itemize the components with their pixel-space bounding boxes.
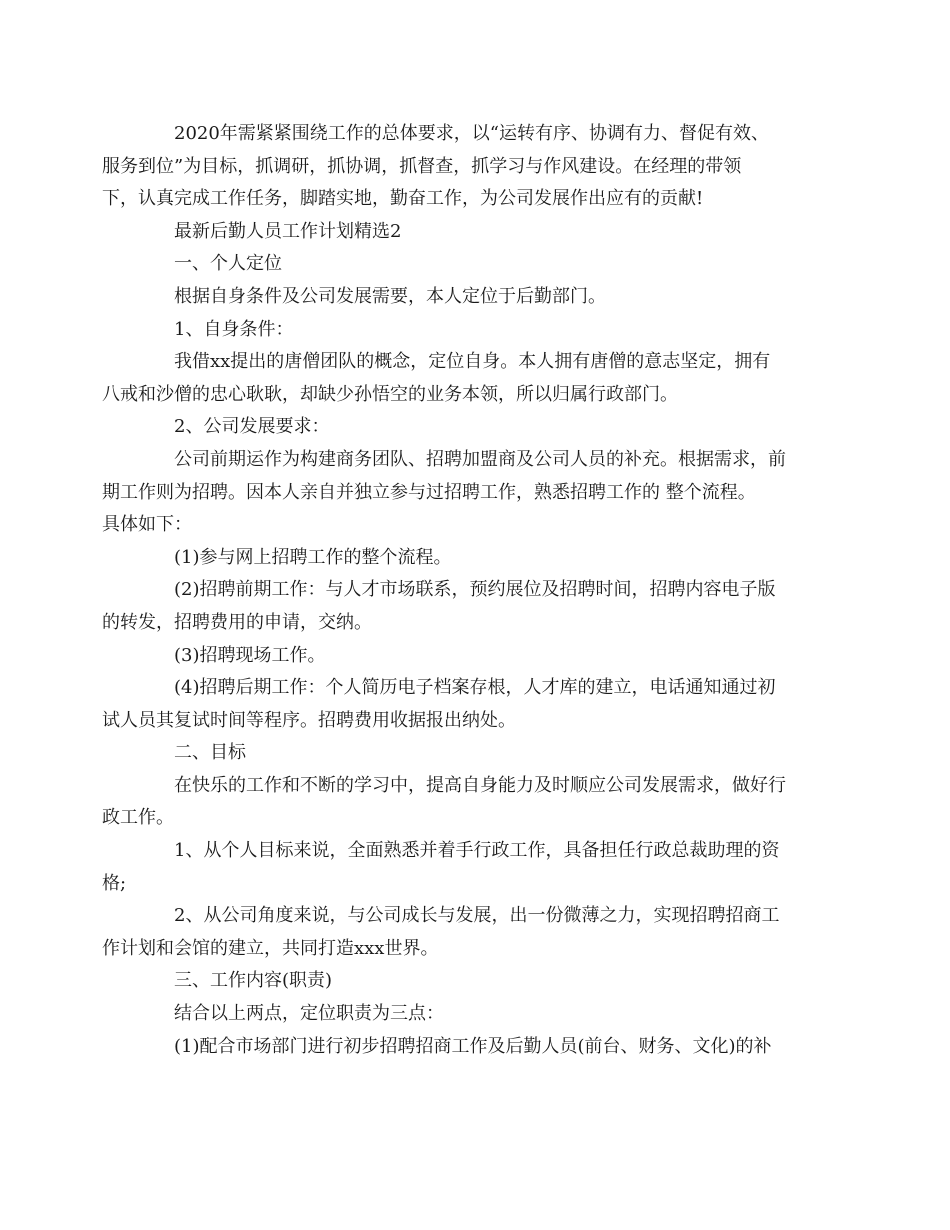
paragraph xyxy=(138,281,813,314)
paragraph xyxy=(138,998,813,1031)
paragraph xyxy=(102,900,813,965)
text-line: 八戒和沙僧的忠心耿耿，却缺少孙悟空的业务本领，所以归属行政部门。 xyxy=(102,383,678,405)
paragraph xyxy=(102,444,813,542)
text-line: 根据自身条件及公司发展需要，本人定位于后勤部门。 xyxy=(174,285,606,307)
text-line: 2、公司发展要求： xyxy=(174,416,330,438)
paragraph xyxy=(102,770,813,835)
text-line: 我借xx提出的唐僧团队的概念，定位自身。本人拥有唐僧的意志坚定，拥有 xyxy=(174,351,771,373)
paragraph xyxy=(138,640,813,673)
text-line: 1、从个人目标来说，全面熟悉并着手行政工作，具备担任行政总裁助理的资 xyxy=(174,840,780,862)
text-line: 下，认真完成工作任务，脚踏实地，勤奋工作，为公司发展作出应有的贡献! xyxy=(102,188,704,210)
text-line: (1)配合市场部门进行初步招聘招商工作及后勤人员(前台、财务、文化)的补 xyxy=(174,1035,772,1057)
text-line: 服务到位”为目标，抓调研，抓协调，抓督查，抓学习与作风建设。在经理的带领 xyxy=(102,155,742,177)
paragraph xyxy=(102,118,813,216)
paragraph xyxy=(138,411,813,444)
text-line: 作计划和会馆的建立，共同打造xxx世界。 xyxy=(102,937,439,959)
text-line: (4)招聘后期工作：个人简历电子档案存根，人才库的建立，电话通知通过初 xyxy=(174,677,776,699)
paragraph xyxy=(138,1031,813,1064)
text-line: 公司前期运作为构建商务团队、招聘加盟商及公司人员的补充。根据需求，前 xyxy=(174,448,786,470)
document-body xyxy=(102,118,813,1063)
paragraph xyxy=(102,346,813,411)
paragraph xyxy=(138,542,813,575)
paragraph xyxy=(138,314,813,347)
text-line: 政工作。 xyxy=(102,807,174,829)
paragraph xyxy=(138,248,813,281)
text-line: 二、目标 xyxy=(174,742,246,764)
text-line: 1、自身条件： xyxy=(174,318,294,340)
text-line: 三、工作内容(职责) xyxy=(174,970,333,992)
text-line: (3)招聘现场工作。 xyxy=(174,644,326,666)
text-line: 在快乐的工作和不断的学习中，提高自身能力及时顺应公司发展需求，做好行 xyxy=(174,774,786,796)
text-line: 具体如下： xyxy=(102,514,192,536)
paragraph xyxy=(138,216,813,249)
text-line: 格; xyxy=(102,872,127,894)
text-line: 2、从公司角度来说，与公司成长与发展，出一份微薄之力，实现招聘招商工 xyxy=(174,905,780,927)
text-line: 最新后勤人员工作计划精选2 xyxy=(174,220,402,242)
text-line: 试人员其复试时间等程序。招聘费用收据报出纳处。 xyxy=(102,709,516,731)
text-line: 一、个人定位 xyxy=(174,253,282,275)
text-line: (2)招聘前期工作：与人才市场联系，预约展位及招聘时间，招聘内容电子版 xyxy=(174,579,776,601)
paragraph xyxy=(138,737,813,770)
text-line: 期工作则为招聘。因本人亲自并独立参与过招聘工作，熟悉招聘工作的 整个流程。 xyxy=(102,481,756,503)
text-line: (1)参与网上招聘工作的整个流程。 xyxy=(174,546,452,568)
paragraph xyxy=(138,965,813,998)
paragraph xyxy=(102,835,813,900)
paragraph xyxy=(102,672,813,737)
text-line: 2020年需紧紧围绕工作的总体要求，以“运转有序、协调有力、督促有效、 xyxy=(174,123,770,144)
text-line: 的转发，招聘费用的申请，交纳。 xyxy=(102,611,372,633)
paragraph xyxy=(102,574,813,639)
text-line: 结合以上两点，定位职责为三点： xyxy=(174,1003,444,1025)
